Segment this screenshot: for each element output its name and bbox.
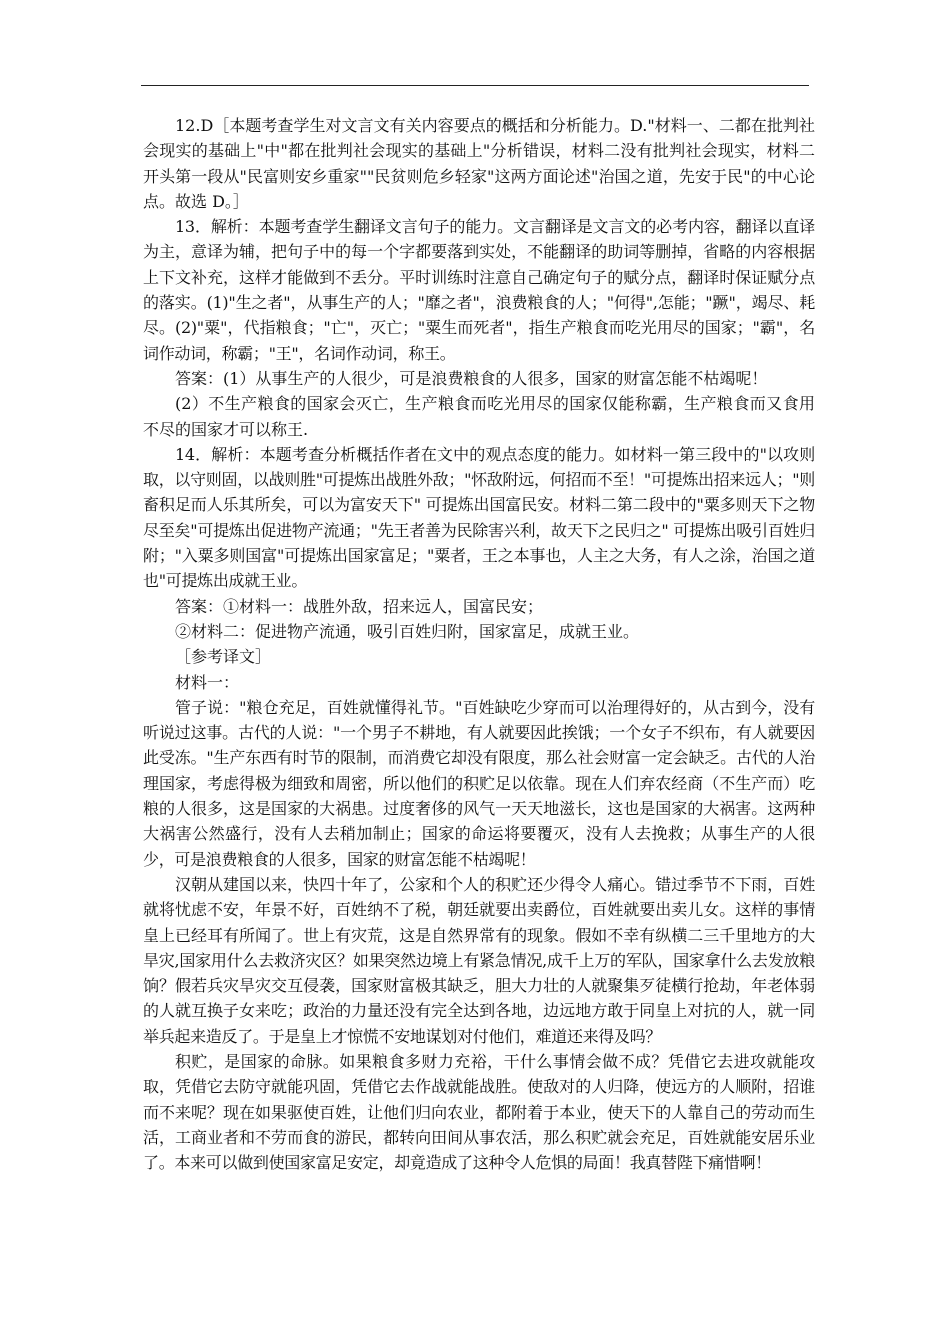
translation-paragraph-2: 汉朝从建国以来，快四十年了，公家和个人的积贮还少得令人痛心。错过季节不下雨，百姓就将忧虑不安，年景不好，百姓纳不了税，朝廷就要出卖爵位，百姓就要出卖儿女。这样的事情皇上已经耳有所闻了。世上有灾荒，这是自然界常有的现象。假如不幸有纵横二三千里地方的大旱灾,国家用什么去救济灾区？如果突然边境上有紧急情况,成千上万的军队，国家拿什么去发放粮饷？假若兵灾旱灾交互侵袭，国家财富极其缺乏，胆大力壮的人就聚集歹徒横行抢劫，年老体弱的人就互换子女来吃；政治的力量还没有完全达到各地，边远地方敢于同皇上对抗的人，就一同举兵起来造反了。于是皇上才惊慌不安地谋划对付他们，难道还来得及吗？: [143, 874, 815, 1046]
translation-paragraph-3: 积贮，是国家的命脉。如果粮食多财力充裕，干什么事情会做不成？凭借它去进攻就能攻取，凭借它去防守就能巩固，凭借它去作战就能战胜。使敌对的人归降，使远方的人顺附，招谁而不来呢？现在如果驱使百姓，让他们归向农业，都附着于本业，使天下的人靠自己的劳动而生活，工商业者和不劳而食的游民，都转向田间从事农活，那么积贮就会充足，百姓就能安居乐业了。本来可以做到使国家富足安定，却竟造成了这种令人危惧的局面！我真替陛下痛惜啊！: [143, 1051, 815, 1173]
q12-analysis-paragraph: 12.D［本题考查学生对文言文有关内容要点的概括和分析能力。D."材料一、二都在批判社会现实的基础上"中"都在批判社会现实的基础上"分析错误，材料二没有批判社会现实，材料二开头第一段从"民富则安乡重家""民贫则危乡轻家"这两方面论述"治国之道，先安于民"的中心论点。故选 D。］: [143, 116, 815, 211]
translation-paragraph-1: 管子说："粮仓充足，百姓就懂得礼节。"百姓缺吃少穿而可以治理得好的，从古到今，没有听说过这事。古代的人说："一个男子不耕地，有人就要因此挨饿；一个女子不织布，有人就要因此受冻。"生产东西有时节的限制，而消费它却没有限度，那么社会财富一定会缺乏。古代的人治理国家，考虑得极为细致和周密，所以他们的积贮足以依靠。现在人们弃农经商（不生产而）吃粮的人很多，这是国家的大祸患。过度奢侈的风气一天天地滋长，这也是国家的大祸害。这两种大祸害公然盛行，没有人去稍加制止；国家的命运将要覆灭，没有人去挽救；从事生产的人很少，可是浪费粮食的人很多，国家的财富怎能不枯竭呢！: [143, 697, 815, 869]
q14-analysis-paragraph: 14．解析：本题考查分析概括作者在文中的观点态度的能力。如材料一第三段中的"以攻则取，以守则固，以战则胜"可提炼出战胜外敌；"怀敌附远，何招而不至！"可提炼出招来远人；"则畜积足而人乐其所矣，可以为富安天下" 可提炼出国富民安。材料二第二段中的"粟多则天下之物尽至矣"可提炼出促进物产流通；"先王者善为民除害兴利，故天下之民归之" 可提炼出吸引百姓归附；"入粟多则国富"可提炼出国家富足；"粟者，王之本事也，人主之大务，有人之涂，治国之道也"可提炼出成就王业。: [143, 444, 815, 591]
q14-answer-2-paragraph: ②材料二：促进物产流通，吸引百姓归附，国家富足，成就王业。: [175, 621, 640, 641]
q13-analysis-paragraph: 13．解析：本题考查学生翻译文言句子的能力。文言翻译是文言文的必考内容，翻译以直译为主，意译为辅，把句子中的每一个字都要落到实处，不能翻译的助词等删掉，省略的内容根据上下文补充，这样才能做到不丢分。平时训练时注意自己确定句子的赋分点，翻译时保证赋分点的落实。(1)"生之者"，从事生产的人；"靡之者"，浪费粮食的人；"何得",怎能；"蹶"，竭尽、耗尽。(2)"粟"，代指粮食；"亡"，灭亡；"粟生而死者"，指生产粮食而吃光用尽的国家；"霸"，名词作动词，称霸；"王"，名词作动词，称王。: [143, 217, 815, 363]
reference-translation-heading: ［参考译文］: [175, 647, 272, 667]
header-rule: [141, 85, 809, 86]
q13-answer-1-paragraph: 答案：(1）从事生产的人很少，可是浪费粮食的人很多，国家的财富怎能不枯竭呢！: [175, 368, 768, 388]
material-one-label: 材料一：: [175, 672, 240, 692]
q14-answer-1-paragraph: 答案：①材料一：战胜外敌，招来远人，国富民安；: [175, 596, 544, 616]
document-body: [143, 113, 815, 1175]
q13-answer-2-paragraph: (2）不生产粮食的国家会灭亡，生产粮食而吃光用尽的国家仅能称霸，生产粮食而又食用不尽的国家才可以称王.: [143, 394, 815, 439]
